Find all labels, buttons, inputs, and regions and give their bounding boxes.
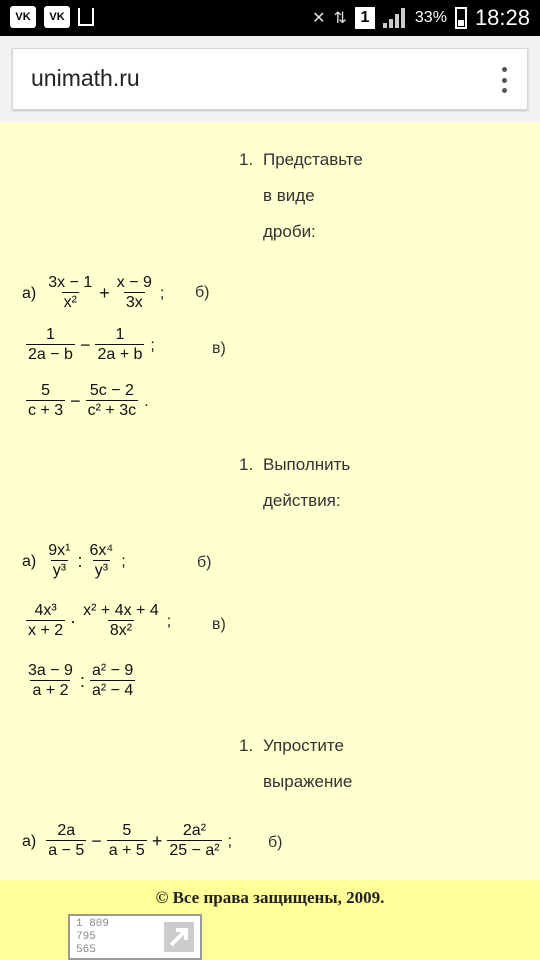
task-text: Представьте <box>263 150 363 169</box>
task-text: Упростите <box>263 736 344 755</box>
math-row <box>22 822 232 861</box>
task-text: действия: <box>263 491 341 510</box>
separator: ; <box>166 612 172 630</box>
separator: . <box>144 392 149 410</box>
fraction: $\frac{3a - 9}{a + 2}$ <box>28 662 73 699</box>
fraction: $\frac{5c - 2}{\text{c² + 3c}}$ <box>87 382 137 419</box>
counter-line: 565 <box>76 944 96 956</box>
task-text: в виде <box>263 186 315 205</box>
math-row <box>24 326 155 365</box>
clock: 18:28 <box>474 5 530 30</box>
operator: : <box>77 551 83 571</box>
battery-icon <box>455 7 467 29</box>
sim-icon <box>355 7 375 29</box>
counter-line: 1 809 <box>76 918 110 930</box>
visitor-counter[interactable] <box>68 914 202 960</box>
signal-icon <box>383 8 407 28</box>
item-label: а) <box>22 284 37 302</box>
overflow-menu-icon[interactable] <box>499 67 509 93</box>
download-icon <box>78 8 94 26</box>
counter-line: 795 <box>76 931 96 943</box>
status-bar <box>0 0 540 36</box>
vk-icon: VK <box>10 6 36 28</box>
operator: + <box>99 283 110 303</box>
operator: · <box>70 611 77 631</box>
url-text[interactable]: unimath.ru <box>31 65 140 91</box>
item-label: в) <box>212 340 226 357</box>
battery-percent: 33% <box>414 9 447 26</box>
item-label: а) <box>22 832 37 850</box>
arrow-icon <box>164 922 194 952</box>
item-label: а) <box>22 552 37 570</box>
fraction: $\frac{\text{9x¹}}{\text{y³}}$ <box>48 542 71 579</box>
fraction: $\frac{x - 9}{3x}$ <box>116 274 152 311</box>
task-text: выражение <box>263 772 353 791</box>
math-row <box>24 602 171 641</box>
fraction: $\frac{2a}{a - 5}$ <box>48 822 85 859</box>
operator: − <box>91 831 102 851</box>
separator: ; <box>150 336 155 354</box>
fraction: $\frac{\text{6x⁴}}{\text{y³}}$ <box>89 542 114 579</box>
fraction: $\frac{\text{4x³}}{x + 2}$ <box>28 602 64 639</box>
task-number: 1. <box>239 150 254 169</box>
task-text: дроби: <box>263 222 316 241</box>
operator: : <box>79 671 85 691</box>
task-text: Выполнить <box>263 455 351 474</box>
url-bar[interactable] <box>12 48 528 110</box>
fraction: $\frac{\text{a² − 9}}{\text{a² − 4}}$ <box>91 662 134 699</box>
item-label: б) <box>268 834 283 851</box>
math-row <box>22 274 164 313</box>
fraction: $\frac{\text{x² + 4x + 4}}{\text{8x²}}$ <box>83 602 159 639</box>
operator: − <box>70 391 81 411</box>
browser-toolbar <box>0 36 540 122</box>
item-label: в) <box>212 616 226 633</box>
fraction: $\frac{5}{a + 5}$ <box>108 822 145 859</box>
mute-icon: ✕ <box>312 10 326 27</box>
task-number: 1. <box>239 455 254 474</box>
data-transfer-icon: ⇅ <box>333 10 347 27</box>
sim-label: 1 <box>360 9 370 26</box>
separator: ; <box>159 284 165 302</box>
fraction: $\frac{1}{2a + b}$ <box>97 326 143 363</box>
item-label: б) <box>197 554 212 571</box>
separator: ; <box>227 832 233 850</box>
math-row <box>24 662 137 701</box>
fraction: $\frac{5}{c + 3}$ <box>28 382 64 419</box>
fraction: $\frac{\text{2a²}}{\text{25 − a²}}$ <box>169 822 220 859</box>
math-row <box>24 382 149 421</box>
task-number: 1. <box>239 736 254 755</box>
vk-icon: VK <box>44 6 70 28</box>
fraction: $\frac{3x - 1}{\text{x²}}$ <box>48 274 93 311</box>
operator: + <box>151 831 163 851</box>
item-label: б) <box>195 284 210 301</box>
page-footer <box>0 880 540 960</box>
math-row <box>22 542 126 581</box>
copyright-text: © Все права защищены, 2009. <box>155 888 385 907</box>
page-content <box>0 122 540 880</box>
operator: − <box>79 335 91 355</box>
fraction: $\frac{1}{2a - b}$ <box>28 326 73 363</box>
separator: ; <box>121 552 126 570</box>
counter-values <box>76 918 109 957</box>
